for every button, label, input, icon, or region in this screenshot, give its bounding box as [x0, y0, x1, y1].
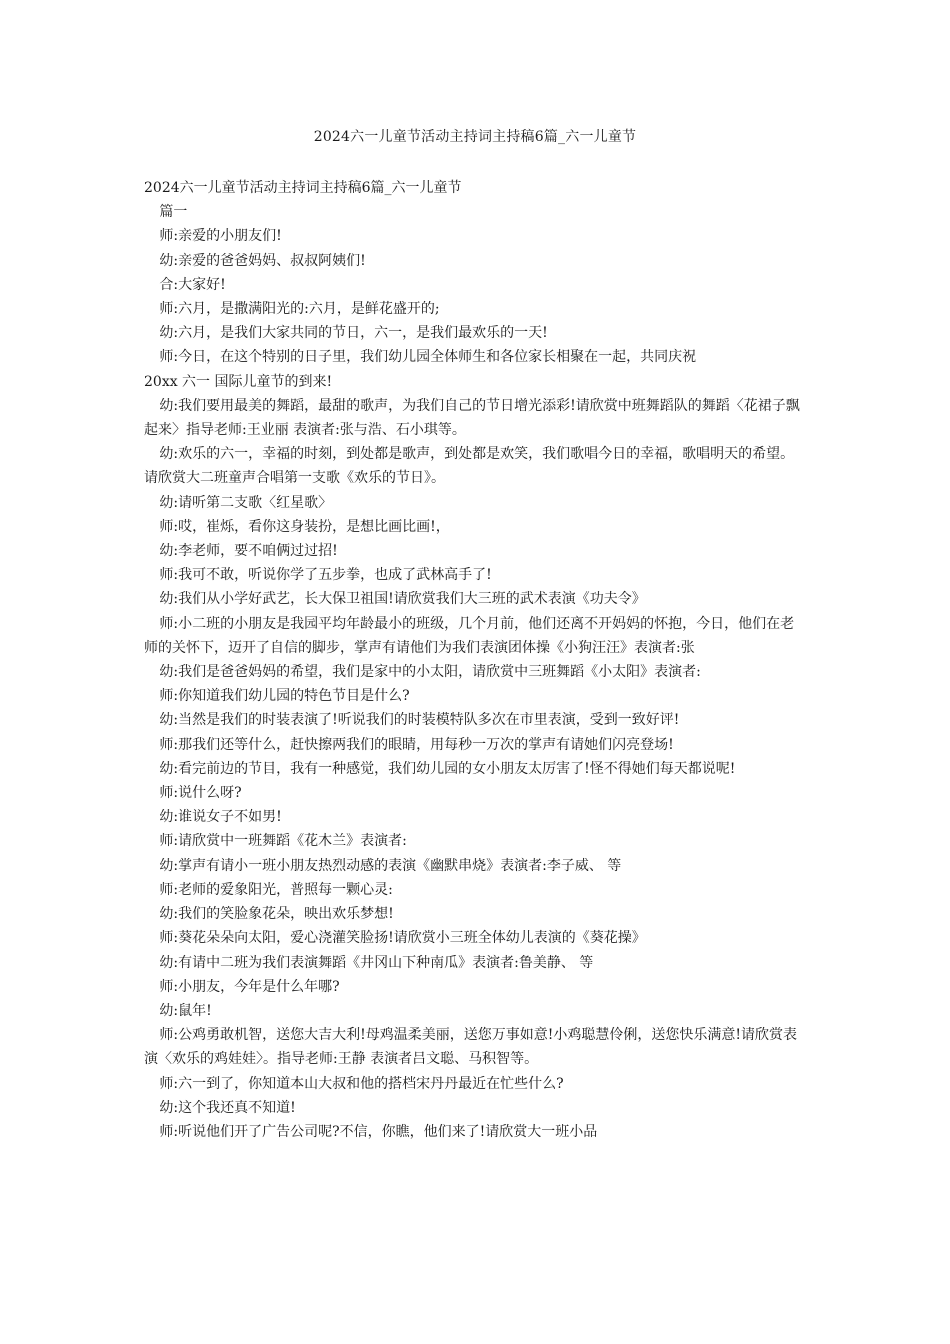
paragraph: 幼:当然是我们的时装表演了!听说我们的时装模特队多次在市里表演，受到一致好评!	[159, 712, 680, 729]
paragraph: 幼:我们要用最美的舞蹈，最甜的歌声，为我们自己的节日增光添彩!请欣赏中班舞蹈队的舞蹈〈花裙子飘起来〉指导老师:王业丽 表演者:张与浩、石小琪等。	[144, 397, 800, 439]
page-title: 2024六一儿童节活动主持词主持稿6篇_六一儿童节	[313, 129, 637, 145]
paragraph: 师:六月，是撒满阳光的:六月，是鲜花盛开的;	[159, 301, 440, 318]
paragraph: 师:我可不敢，听说你学了五步拳，也成了武林高手了!	[159, 567, 492, 584]
paragraph: 幼:亲爱的爸爸妈妈、叔叔阿姨们!	[159, 252, 366, 269]
paragraph: 幼:有请中二班为我们表演舞蹈《井冈山下种南瓜》表演者:鲁美静、 等	[159, 954, 594, 971]
paragraph: 师:你知道我们幼儿园的特色节目是什么?	[159, 688, 410, 705]
paragraph: 幼:我们的笑脸象花朵，映出欢乐梦想!	[159, 906, 394, 923]
paragraph: 师:小二班的小朋友是我园平均年龄最小的班级，几个月前，他们还离不开妈妈的怀抱，今日，他们在老师的关怀下，迈开了自信的脚步，掌声有请他们为我们表演团体操《小狗汪汪》表演者:张	[144, 615, 795, 656]
paragraph: 幼:李老师，要不咱俩过过招!	[159, 543, 338, 560]
paragraph: 师:公鸡勇敢机智，送您大吉大利!母鸡温柔美丽，送您万事如意!小鸡聪慧伶俐，送您快乐满意!请欣赏表演〈欢乐的鸡娃娃〉。指导老师:王静 表演者吕文聪、马积智等。	[144, 1027, 797, 1068]
paragraph: 师:六一到了，你知道本山大叔和他的搭档宋丹丹最近在忙些什么?	[159, 1075, 564, 1092]
paragraph: 幼:掌声有请小一班小朋友热烈动感的表演《幽默串烧》表演者:李子威、 等	[159, 857, 622, 874]
document-body	[144, 176, 804, 1144]
paragraph: 师:小朋友，今年是什么年哪?	[159, 978, 340, 995]
paragraph: 幼:这个我还真不知道!	[159, 1099, 296, 1116]
paragraph: 幼:看完前边的节目，我有一种感觉，我们幼儿园的女小朋友太厉害了!怪不得她们每天都说呢!	[159, 760, 736, 777]
paragraph: 师:请欣赏中一班舞蹈《花木兰》表演者:	[159, 833, 407, 850]
paragraph: 师:哎，崔烁，看你这身装扮，是想比画比画!，	[159, 518, 450, 535]
paragraph: 师:老师的爱象阳光，普照每一颗心灵:	[159, 881, 393, 898]
paragraph: 20xx 六一 国际儿童节的到来!	[144, 373, 333, 390]
paragraph: 幼:谁说女子不如男!	[159, 809, 282, 826]
paragraph: 幼:我们是爸爸妈妈的希望，我们是家中的小太阳，请欣赏中三班舞蹈《小太阳》表演者:	[159, 664, 701, 681]
paragraph: 合:大家好!	[159, 276, 226, 293]
paragraph: 幼:六月，是我们大家共同的节日，六一，是我们最欢乐的一天!	[159, 325, 548, 342]
paragraph: 幼:我们从小学好武艺，长大保卫祖国!请欣赏我们大三班的武术表演《功夫令》	[159, 591, 646, 608]
document-heading: 2024六一儿童节活动主持词主持稿6篇_六一儿童节	[144, 180, 462, 196]
paragraph: 幼:欢乐的六一，幸福的时刻，到处都是歌声，到处都是欢笑，我们歌唱今日的幸福，歌唱明天的希望。请欣赏大二班童声合唱第一支歌《欢乐的节日》。	[144, 446, 795, 487]
paragraph: 师:葵花朵朵向太阳，爱心浇灌笑脸扬!请欣赏小三班全体幼儿表演的《葵花操》	[159, 930, 646, 947]
paragraph: 师:那我们还等什么，赶快擦两我们的眼睛，用每秒一万次的掌声有请她们闪亮登场!	[159, 736, 674, 753]
paragraph: 幼:请听第二支歌〈红星歌〉	[159, 494, 333, 511]
paragraph: 师:亲爱的小朋友们!	[159, 228, 282, 245]
paragraph: 幼:鼠年!	[159, 1002, 212, 1019]
paragraph: 师:今日，在这个特别的日子里，我们幼儿园全体师生和各位家长相聚在一起，共同庆祝	[159, 349, 697, 366]
paragraph: 师:听说他们开了广告公司呢?不信，你瞧，他们来了!请欣赏大一班小品	[159, 1123, 598, 1140]
paragraph: 篇一	[159, 204, 188, 221]
paragraph: 师:说什么呀?	[159, 785, 242, 802]
